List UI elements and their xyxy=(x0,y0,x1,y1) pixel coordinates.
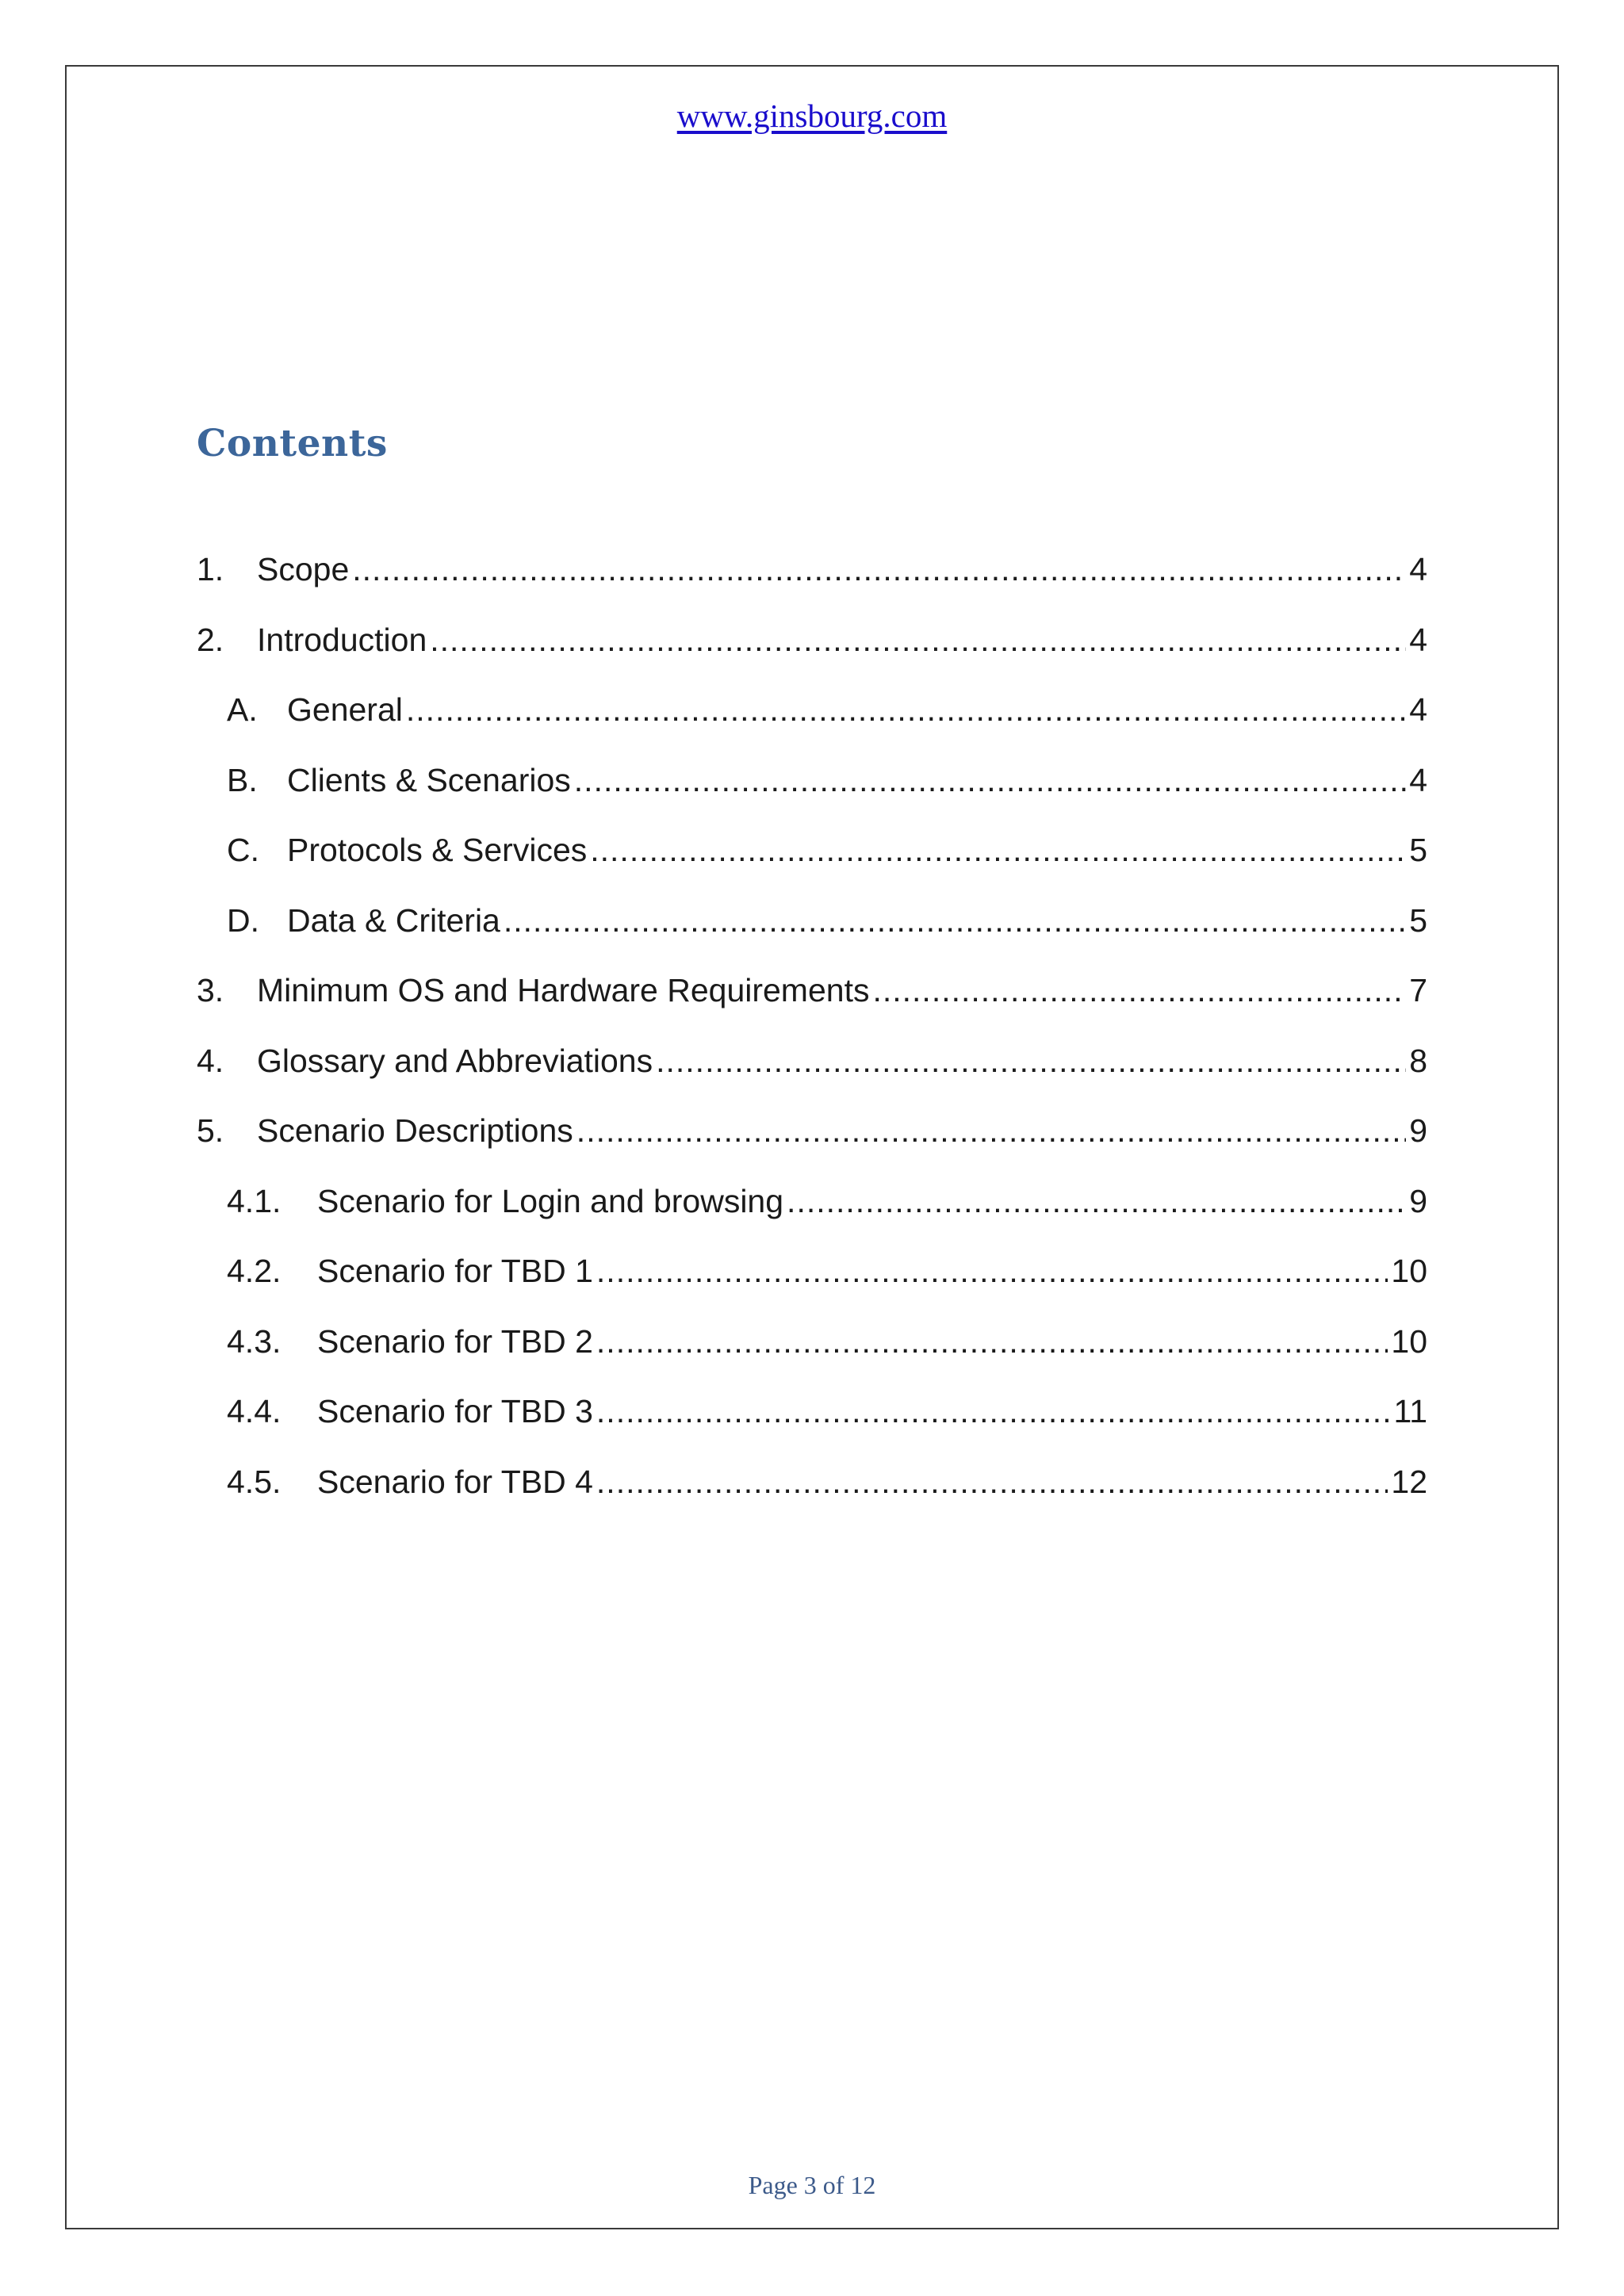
toc-entry-number: 4.2. xyxy=(227,1253,282,1289)
toc-entry-page-number: 9 xyxy=(1409,1182,1427,1219)
toc-entry-title: Scenario Descriptions xyxy=(257,1112,573,1149)
toc-entry[interactable] xyxy=(227,1321,1427,1362)
toc-entry[interactable] xyxy=(227,1461,1427,1502)
toc-entry-page-number: 5 xyxy=(1409,832,1427,868)
toc-entry-page-number: 10 xyxy=(1391,1253,1427,1289)
toc-dot-leader xyxy=(596,1321,1388,1362)
toc-dot-leader xyxy=(430,619,1406,660)
toc-entry-title: Glossary and Abbreviations xyxy=(257,1042,653,1079)
page-number-footer: Page 3 of 12 xyxy=(748,2171,876,2199)
header-website-link[interactable]: www.ginsbourg.com xyxy=(676,98,948,134)
toc-entry[interactable] xyxy=(227,1181,1427,1222)
toc-entry[interactable] xyxy=(227,689,1427,730)
toc-entry-page-number: 4 xyxy=(1409,621,1427,658)
toc-entry-number: 4.5. xyxy=(227,1463,282,1500)
toc-entry[interactable] xyxy=(227,1250,1427,1292)
toc-dot-leader xyxy=(656,1040,1406,1081)
toc-entry-title: Clients & Scenarios xyxy=(287,761,571,798)
toc-dot-leader xyxy=(574,760,1406,801)
toc-entry[interactable] xyxy=(227,1391,1427,1432)
toc-entry-number: 4. xyxy=(197,1042,224,1079)
toc-entry-number: 4.3. xyxy=(227,1322,282,1360)
toc-entry-page-number: 5 xyxy=(1409,901,1427,939)
toc-dot-leader xyxy=(576,1110,1406,1151)
toc-entry-title: Minimum OS and Hardware Requirements xyxy=(257,972,870,1008)
toc-title: Contents xyxy=(197,422,388,465)
toc-dot-leader xyxy=(787,1181,1406,1222)
toc-entry-page-number: 12 xyxy=(1391,1463,1427,1500)
toc-entry-page-number: 7 xyxy=(1409,972,1427,1008)
toc-entry-page-number: 4 xyxy=(1409,691,1427,728)
toc-entry-title: Scenario for TBD 2 xyxy=(317,1322,593,1360)
toc-dot-leader xyxy=(596,1461,1388,1502)
toc-entry-title: General xyxy=(287,691,403,728)
toc-entry[interactable] xyxy=(197,1040,1427,1081)
toc-entry-title: Scenario for Login and browsing xyxy=(317,1182,784,1219)
toc-entry-number: 3. xyxy=(197,972,224,1008)
toc-entry-number: C. xyxy=(227,832,259,868)
toc-entry-title: Scope xyxy=(257,551,350,587)
toc-entry-number: 2. xyxy=(197,621,224,658)
toc-entry-number: B. xyxy=(227,761,258,798)
toc-entry-number: A. xyxy=(227,691,258,728)
toc-dot-leader xyxy=(590,829,1406,871)
toc-dot-leader xyxy=(596,1391,1391,1432)
toc-entry-number: D. xyxy=(227,901,259,939)
toc-entry-number: 4.1. xyxy=(227,1182,282,1219)
toc-dot-leader xyxy=(872,970,1406,1011)
toc-dot-leader xyxy=(406,689,1406,730)
toc-entry-number: 5. xyxy=(197,1112,224,1149)
toc-entry-number: 1. xyxy=(197,551,224,587)
toc-entry[interactable] xyxy=(227,829,1427,871)
toc-entry-page-number: 8 xyxy=(1409,1042,1427,1079)
toc-entry[interactable] xyxy=(227,760,1427,801)
toc-entry[interactable] xyxy=(197,1110,1427,1151)
toc-entry-title: Data & Criteria xyxy=(287,901,500,939)
toc-entry-page-number: 11 xyxy=(1393,1393,1427,1429)
toc-entry[interactable] xyxy=(197,970,1427,1011)
toc-entry-title: Introduction xyxy=(257,621,427,658)
toc-dot-leader xyxy=(596,1250,1388,1292)
toc-entry[interactable] xyxy=(197,619,1427,660)
toc-entry-page-number: 9 xyxy=(1409,1112,1427,1149)
toc-entry[interactable] xyxy=(227,900,1427,941)
toc-entry-page-number: 4 xyxy=(1409,761,1427,798)
toc-entry-title: Scenario for TBD 3 xyxy=(317,1393,593,1429)
toc-entry[interactable] xyxy=(197,549,1427,590)
toc-entry-title: Scenario for TBD 1 xyxy=(317,1253,593,1289)
toc-entry-page-number: 4 xyxy=(1409,551,1427,587)
toc-entry-title: Scenario for TBD 4 xyxy=(317,1463,593,1500)
toc-entry-number: 4.4. xyxy=(227,1393,282,1429)
toc-entry-title: Protocols & Services xyxy=(287,832,588,868)
toc-dot-leader xyxy=(504,900,1406,941)
toc-entry-page-number: 10 xyxy=(1391,1322,1427,1360)
toc-dot-leader xyxy=(352,549,1406,590)
